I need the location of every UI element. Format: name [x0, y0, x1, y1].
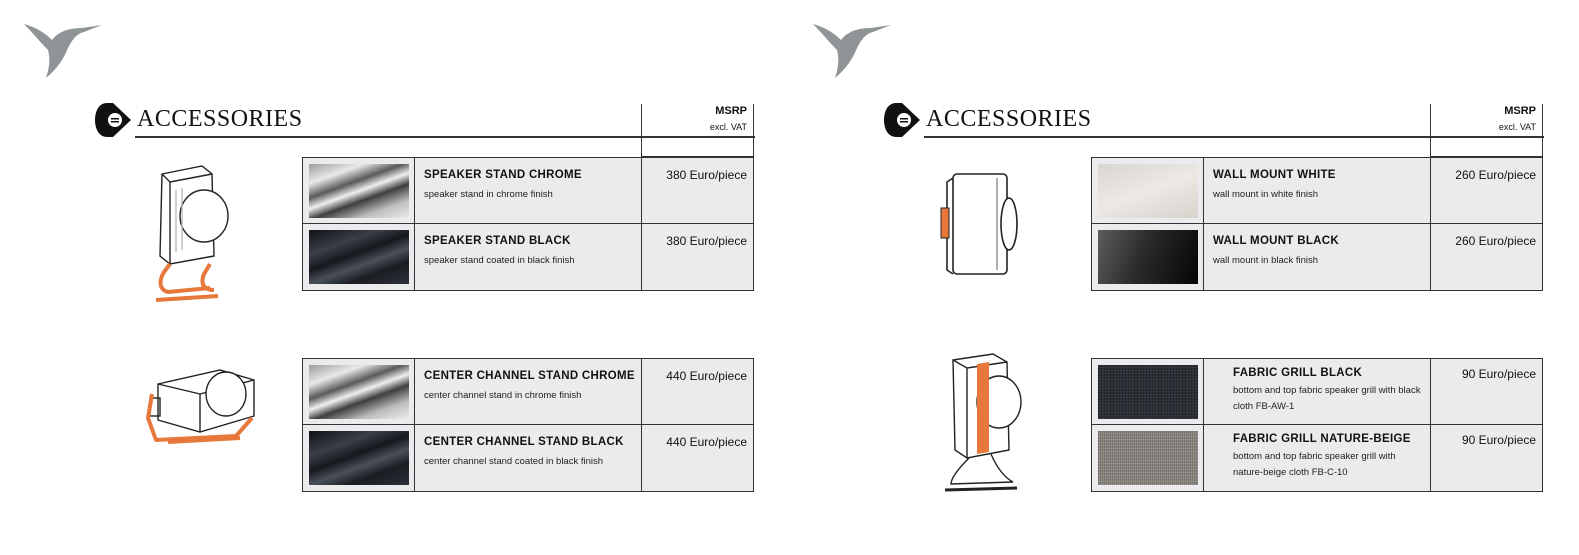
swatch-cell [303, 359, 415, 424]
product-name: WALL MOUNT BLACK [1213, 235, 1339, 247]
brand-logo-icon [95, 103, 131, 137]
hummingbird-logo-icon [813, 22, 891, 80]
swatch-cell [303, 224, 415, 290]
swatch-cell [303, 158, 415, 223]
speaker-wall-mount-icon [939, 168, 1019, 280]
product-name: CENTER CHANNEL STAND BLACK [424, 436, 624, 448]
catalog-page-left [0, 0, 789, 555]
black-finish-swatch [1098, 230, 1198, 284]
table-row [1092, 359, 1542, 425]
table-row [303, 158, 753, 224]
white-finish-swatch [1098, 164, 1198, 218]
black-fabric-swatch [1098, 365, 1198, 419]
info-cell [416, 224, 642, 290]
product-price: 260 Euro/piece [1455, 168, 1536, 182]
product-table [1091, 358, 1543, 492]
swatch-cell [1092, 359, 1204, 424]
product-description: center channel stand in chrome finish [424, 390, 582, 401]
product-price: 380 Euro/piece [666, 168, 747, 182]
section-title: ACCESSORIES [137, 106, 303, 132]
chrome-finish-swatch [309, 164, 409, 218]
product-price: 90 Euro/piece [1461, 433, 1536, 447]
product-name: SPEAKER STAND CHROME [424, 169, 582, 181]
msrp-label: MSRP [715, 105, 747, 117]
info-cell [416, 158, 642, 223]
info-cell [416, 425, 642, 491]
product-description: speaker stand in chrome finish [424, 189, 553, 200]
product-description: bottom and top fabric speaker grill with black cloth FB-AW-1 [1233, 385, 1421, 412]
speaker-on-stand-icon [140, 160, 240, 308]
table-row [1092, 224, 1542, 290]
swatch-cell [1092, 224, 1204, 290]
product-price: 440 Euro/piece [666, 369, 747, 383]
product-description: center channel stand coated in black finish [424, 456, 604, 467]
product-name: FABRIC GRILL NATURE-BEIGE [1233, 433, 1411, 445]
product-price: 440 Euro/piece [666, 435, 747, 449]
swatch-cell [1092, 158, 1204, 223]
product-price: 90 Euro/piece [1461, 367, 1536, 381]
table-row [303, 359, 753, 425]
info-cell [416, 359, 642, 424]
swatch-cell [1092, 425, 1204, 491]
table-row [1092, 425, 1542, 491]
info-cell [1205, 359, 1431, 424]
product-name: SPEAKER STAND BLACK [424, 235, 571, 247]
speaker-fabric-grill-icon [939, 350, 1029, 496]
brand-logo-icon [884, 103, 920, 137]
product-table [302, 157, 754, 291]
product-description: wall mount in black finish [1213, 255, 1319, 266]
product-name: CENTER CHANNEL STAND CHROME [424, 370, 635, 382]
section-title: ACCESSORIES [926, 106, 1092, 132]
table-row [303, 425, 753, 491]
product-description: wall mount in white finish [1213, 189, 1319, 200]
msrp-header [1430, 104, 1543, 157]
product-name: WALL MOUNT WHITE [1213, 169, 1336, 181]
hummingbird-logo-icon [24, 22, 102, 80]
product-price: 380 Euro/piece [666, 234, 747, 248]
product-description: speaker stand coated in black finish [424, 255, 575, 266]
beige-fabric-swatch [1098, 431, 1198, 485]
product-table [1091, 157, 1543, 291]
catalog-page-right [789, 0, 1578, 555]
black-finish-swatch [309, 431, 409, 485]
product-name: FABRIC GRILL BLACK [1233, 367, 1363, 379]
swatch-cell [303, 425, 415, 491]
table-row [1092, 158, 1542, 224]
product-description: bottom and top fabric speaker grill with nature-beige cloth FB-C-10 [1233, 451, 1396, 478]
center-channel-on-stand-icon [140, 358, 264, 454]
info-cell [1205, 158, 1431, 223]
product-price: 260 Euro/piece [1455, 234, 1536, 248]
msrp-vat-note: excl. VAT [709, 122, 747, 132]
product-table [302, 358, 754, 492]
table-row [303, 224, 753, 290]
chrome-finish-swatch [309, 365, 409, 419]
msrp-vat-note: excl. VAT [1498, 122, 1536, 132]
msrp-label: MSRP [1504, 105, 1536, 117]
info-cell [1205, 224, 1431, 290]
info-cell [1205, 425, 1431, 491]
black-finish-swatch [309, 230, 409, 284]
msrp-header [641, 104, 754, 157]
